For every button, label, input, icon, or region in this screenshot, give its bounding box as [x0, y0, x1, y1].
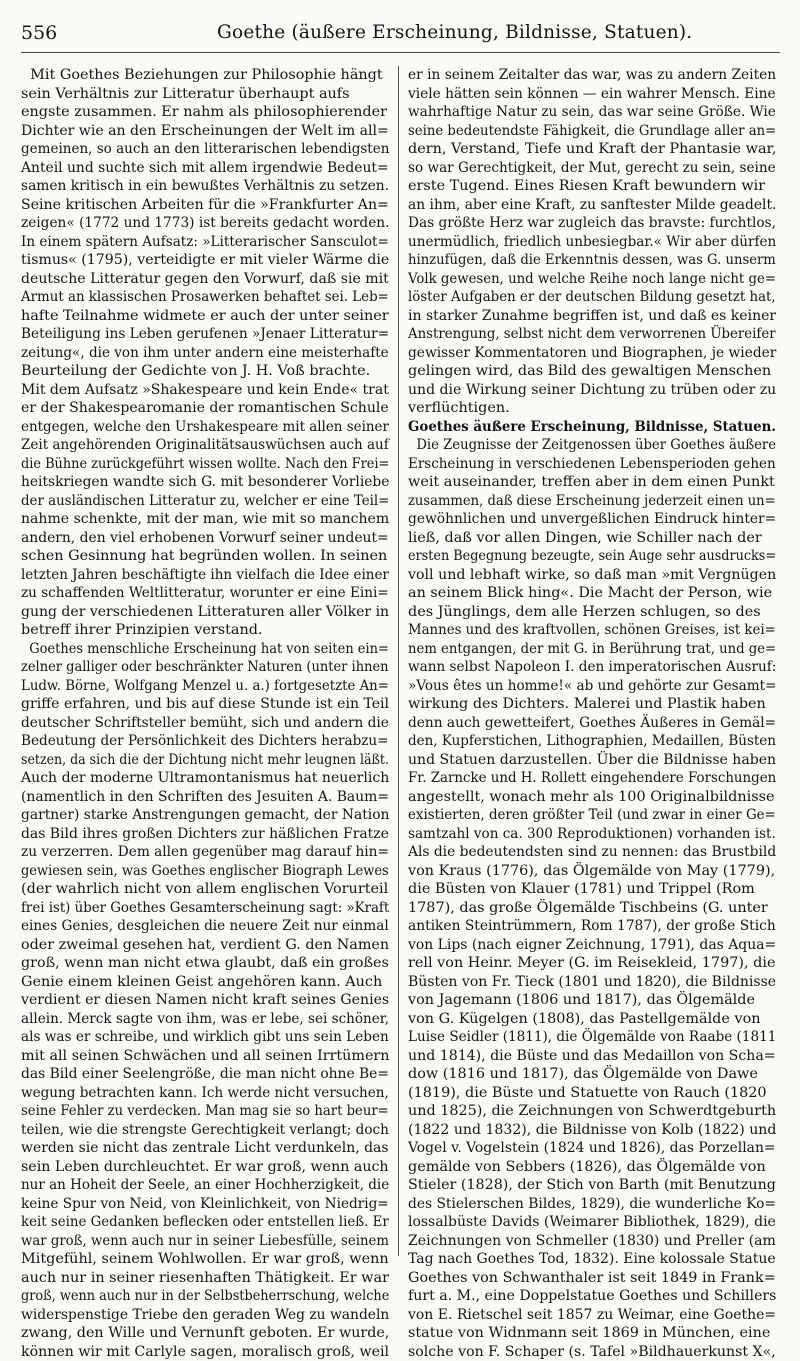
text-line: Mit dem Aufsatz »Shakespeare und kein Ende« trat — [21, 381, 379, 400]
text-line: seine Fehler zu verdecken. Man mag sie so hart beur= — [21, 1102, 359, 1121]
left-column — [21, 66, 389, 1261]
header-rule — [21, 52, 780, 53]
text-line: 1787), das große Ölgemälde Tischbeins (G. unter — [408, 899, 776, 918]
text-line: frei ist) über Goethes Gesamterscheinung sagt: »Kraft — [21, 899, 362, 918]
text-line: Die Zeugnisse der Zeitgenossen über Goethes äußere — [408, 436, 745, 455]
text-line: und 1825), die Zeichnungen von Schwerdtgeburth — [408, 1102, 775, 1121]
text-line: Beurteilung der Gedichte von J. H. Voß brachte. — [21, 362, 389, 381]
text-line: Goethes menschliche Erscheinung hat von seiten ein= — [21, 640, 353, 659]
text-line: zeigen« (1772 und 1773) ist bereits gedacht worden. — [21, 214, 371, 233]
text-line: verdient er diesen Namen nicht kraft seines Genies — [21, 991, 381, 1010]
text-line: statue von Widnmann seit 1869 in München, eine — [408, 1324, 776, 1343]
text-line: zelner galliger oder beschränkter Naturen (unter ihnen — [21, 658, 354, 677]
text-line: sein Verhältnis zur Litteratur überhaupt aufs — [21, 85, 389, 104]
text-line: Erscheinung in verschiedenen Lebensperioden gehen — [408, 455, 753, 474]
text-line: Zeichnungen von Schmeller (1830) und Preller (am — [408, 1232, 768, 1251]
text-line: auch nur in seiner riesenhaften Thätigkeit. Er war — [21, 1269, 389, 1288]
text-line: nahme schenkte, mit der man, wie mit so manchem — [21, 510, 380, 529]
text-line: zwang, den Wille und Vernunft geboten. Er wurde, — [21, 1324, 387, 1343]
text-line: mit all seinen Schwächen und all seinen Irrtümern — [21, 1047, 387, 1066]
text-line: denn auch gewetteifert, Goethes Äußeres in Gemäl= — [408, 714, 759, 733]
text-line: Anstrengung, selbst nicht dem verworrenen Übereifer — [408, 325, 748, 344]
text-line: wahrhaftige Natur zu sein, das war seine Größe. Wie — [408, 103, 757, 122]
text-line: hinzufügen, daß die Erkenntnis dessen, was G. unserm — [408, 251, 745, 270]
text-line: Luise Seidler (1811), die Ölgemälde von Raabe (1811 — [408, 1028, 754, 1047]
text-line: »Vous êtes un homme!« ab und gehörte zur Gesamt= — [408, 677, 755, 696]
text-line: hafte Teilnahme widmete er auch der unter seiner — [21, 307, 389, 326]
text-line: unermüdlich, friedlich unbesiegbar.« Wir aber dürfen — [408, 233, 754, 252]
text-line: Ludw. Börne, Wolfgang Menzel u. a.) fortgesetzte An= — [21, 677, 361, 696]
text-line: zu schaffenden Weltlitteratur, worunter er eine Eini= — [21, 584, 368, 603]
text-line: weit auseinander, treffen aber in dem einen Punkt — [408, 473, 776, 492]
page-number: 556 — [21, 22, 57, 44]
text-line: nur an Hoheit der Seele, an einer Hochherzigkeit, die — [21, 1176, 366, 1195]
text-line: ließ, daß vor allen Dingen, wie Schiller nach der — [408, 529, 776, 548]
text-line: letzten Jahren beschäftigte ihn vielfach die Idee einer — [21, 566, 366, 585]
text-line: Armut an klassischen Prosawerken behaftet sei. Leb= — [21, 288, 363, 307]
text-line: (1822 und 1832), die Bildnisse von Kolb (1822) und — [408, 1121, 768, 1140]
text-line: und die Wirkung seiner Dichtung zu trüben oder zu — [408, 381, 767, 400]
text-line: nem entgangen, der mit G. in Berührung trat, und ge= — [408, 640, 746, 659]
text-line: griffe erfahren, und bis auf diese Stunde ist ein Teil — [21, 695, 380, 714]
text-line: Tag nach Goethes Tod, 1832). Eine kolossale Statue — [408, 1250, 765, 1269]
text-line: gemeinen, so auch an den litterarischen lebendigsten — [21, 140, 366, 159]
text-line: betreff ihrer Prinzipien verstand. — [21, 621, 389, 640]
text-line: groß, wenn man nicht etwa glaubt, daß ein großes — [21, 954, 387, 973]
text-line: keine Spur von Neid, von Kleinlichkeit, von Niedrig= — [21, 1195, 369, 1214]
text-line: sein Leben durchleuchtet. Er war groß, wenn auch — [21, 1158, 384, 1177]
text-line: schen Gesinnung hat begründen wollen. In seinen — [21, 547, 389, 566]
text-line: so war Gerechtigkeit, der Mut, gerecht zu sein, seine — [408, 159, 755, 178]
text-line: von Kraus (1776), das Ölgemälde von May (1779), — [408, 862, 776, 881]
text-line: (der wahrlich nicht von allem englischen Vorurteil — [21, 880, 389, 899]
text-line: gartner) starke Anstrengungen gemacht, der Nation — [21, 806, 375, 825]
text-line: zu verzerren. Dem allen gegenüber mag darauf hin= — [21, 843, 371, 862]
text-line: furt a. M., eine Doppelstatue Goethes und Schillers — [408, 1287, 769, 1306]
text-line: Dichter wie an den Erscheinungen der Welt im all= — [21, 122, 380, 141]
text-line: Goethes von Schwanthaler ist seit 1849 in Frank= — [408, 1269, 775, 1288]
text-line: Mitgefühl, seinem Wohlwollen. Er war groß, wenn — [21, 1250, 389, 1269]
text-line: den, Kupferstichen, Lithographien, Medaillen, Büsten — [408, 732, 753, 751]
text-line: können wir mit Carlyle sagen, moralisch groß, weil — [21, 1343, 383, 1361]
text-line: Seine kritischen Arbeiten für die »Frankfurter An= — [21, 196, 382, 215]
text-line: allein. Merck sagte von ihm, was er lebe, sei schöner, — [21, 1010, 367, 1029]
text-line: Stieler (1828), der Stich von Barth (mit Benutzung — [408, 1176, 773, 1195]
text-line: und Statuen darzustellen. Über die Bildnisse haben — [408, 751, 767, 770]
page-header — [21, 22, 780, 62]
text-columns — [21, 66, 780, 1266]
text-line: Mannes und des kraftvollen, schönen Greises, ist kei= — [408, 621, 748, 640]
text-line: keit seine Gedanken beflecken oder entstellen ließ. Er — [21, 1213, 362, 1232]
text-line: zeitung«, die von ihm unter andern eine meisterhafte — [21, 344, 367, 363]
text-line: (1819), die Büste und Statuette von Rauch (1820 — [408, 1084, 776, 1103]
text-line: gung der verschiedenen Litteraturen aller Völker in — [21, 603, 379, 622]
text-line: gewöhnlichen und unvergeßlichen Eindruck hinter= — [408, 510, 761, 529]
text-line: in starker Zunahme begriffen ist, und daß es keiner — [408, 307, 766, 326]
right-column-lower-text — [408, 436, 776, 1361]
text-line: deutscher Schriftsteller bemüht, sich und andern die — [21, 714, 370, 733]
text-line: groß, wenn auch nur in der Selbstbeherrschung, welche — [21, 1287, 350, 1306]
text-line: samen kritisch in ein bewußtes Verhältnis zu setzen. — [21, 177, 374, 196]
text-line: dern, Verstand, Tiefe und Kraft der Phantasie war, — [408, 140, 776, 159]
column-divider — [398, 66, 399, 1256]
text-line: des Stielerschen Bildes, 1829), die wunderliche Ko= — [408, 1195, 761, 1214]
text-line: angestellt, wonach mehr als 100 Originalbildnisse — [408, 788, 776, 807]
text-line: deutsche Litteratur gegen den Vorwurf, daß sie mit — [21, 270, 381, 289]
text-line: an ihm, aber eine Kraft, zu sanftester Milde geadelt. — [408, 196, 762, 215]
right-column-upper-text — [408, 66, 776, 418]
text-line: gelingen wird, das Bild des gewaltigen Menschen — [408, 362, 776, 381]
text-line: Zeit angehörenden Originalitätsauswüchsen auch auf — [21, 436, 366, 455]
running-head: Goethe (äußere Erscheinung, Bildnisse, Statuen). — [217, 22, 692, 43]
text-line: gewisser Kommentatoren und Biographen, je wieder — [408, 344, 760, 363]
text-line: des Jünglings, dem alle Herzen schlugen, so des — [408, 603, 776, 622]
text-line: setzen, da sich die der Dichtung nicht mehr leugnen läßt. — [21, 751, 343, 770]
section-heading: Goethes äußere Erscheinung, Bildnisse, Statuen. — [408, 418, 772, 437]
text-line: existierten, deren größter Teil (und zwar in einer Ge= — [408, 806, 750, 825]
text-line: an seinem Blick hing«. Die Macht der Person, wie — [408, 584, 776, 603]
text-line: teilen, wie die strengste Gerechtigkeit verlangt; doch — [21, 1121, 367, 1140]
text-line: viele hätten sein können — ein wahrer Mensch. Eine — [408, 85, 759, 104]
text-line: von G. Kügelgen (1808), das Pastellgemälde von — [408, 1010, 776, 1029]
text-line: engste zusammen. Er nahm als philosophierender — [21, 103, 389, 122]
text-line: ersten Begegnung bezeugte, sein Auge sehr ausdrucks= — [408, 547, 735, 566]
text-line: lossalbüste Davids (Weimarer Bibliothek, 1829), die — [408, 1213, 765, 1232]
text-line: solche von F. Schaper (s. Tafel »Bildhauerkunst X«, — [408, 1343, 769, 1361]
text-line: oder zweimal gesehen hat, verdient G. den Namen — [21, 936, 387, 955]
text-line: heitskriegen wandte sich G. mit besonderer Vorliebe — [21, 473, 374, 492]
text-line: antiken Steintrümmern, Rom 1787), der große Stich — [408, 917, 761, 936]
text-line: Als die bedeutendsten sind zu nennen: das Brustbild — [408, 843, 761, 862]
text-line: Auch der moderne Ultramontanismus hat neuerlich — [21, 769, 380, 788]
text-line: löster Aufgaben er der deutschen Bildung gesetzt hat, — [408, 288, 749, 307]
text-line: er der Shakespearomanie der romantischen Schule — [21, 399, 381, 418]
text-line: als was er schreibe, und wirklich gibt uns sein Leben — [21, 1028, 369, 1047]
right-column — [408, 66, 776, 1261]
text-line: voll und lebhaft wirke, so daß man »mit Vergnügen — [408, 566, 770, 585]
text-line: entgegen, welche den Urshakespeare mit allen seiner — [21, 418, 365, 437]
text-line: rell von Heinr. Meyer (G. im Reisekleid, 1797), die — [408, 954, 776, 973]
text-line: Anteil und suchte sich mit allem irgendwie Bedeut= — [21, 159, 376, 178]
text-line: die Büsten von Klauer (1781) und Trippel (Rom — [408, 880, 776, 899]
text-line: der ausländischen Litteratur zu, welcher er eine Teil= — [21, 492, 363, 511]
text-line: wirkung des Dichters. Malerei und Plastik haben — [408, 695, 776, 714]
text-line: dow (1816 und 1817), das Ölgemälde von Dawe — [408, 1065, 776, 1084]
text-line: er in seinem Zeitalter das war, was zu andern Zeiten — [408, 66, 760, 85]
text-line: seine bedeutendste Fähigkeit, die Grundlage aller an= — [408, 122, 747, 141]
text-line: Volk gewesen, und welche Reihe noch lange nicht ge= — [408, 270, 747, 289]
text-line: erste Tugend. Eines Riesen Kraft bewundern wir — [408, 177, 776, 196]
text-line: werden sie nicht das zentrale Licht verdunkeln, das — [21, 1139, 378, 1158]
text-line: Vogel v. Vogelstein (1824 und 1826), das Porzellan= — [408, 1139, 763, 1158]
text-line: war groß, wenn auch nur in seiner Liebesfülle, seinem — [21, 1232, 360, 1251]
text-line: Das größte Herz war zugleich das bravste: furchtlos, — [408, 214, 758, 233]
text-line: das Bild einer Seelengröße, die man nicht ohne Be= — [21, 1065, 375, 1084]
text-line: Mit Goethes Beziehungen zur Philosophie hängt — [21, 66, 389, 85]
text-line: eines Genies, desgleichen die neuere Zeit nur einmal — [21, 917, 369, 936]
text-line: verflüchtigen. — [408, 399, 776, 418]
text-line: tismus« (1795), verteidigte er mit vieler Wärme die — [21, 251, 382, 270]
text-line: (namentlich in den Schriften des Jesuiten A. Baum= — [21, 788, 376, 807]
text-line: andern, den viel erhobenen Vorwurf seiner undeut= — [21, 529, 376, 548]
text-line: widerspenstige Triebe den geraden Weg zu wandeln — [21, 1306, 375, 1325]
text-line: Bedeutung der Persönlichkeit des Dichters herabzu= — [21, 732, 368, 751]
text-line: Genie einem kleinen Geist angehören kann. Auch — [21, 973, 389, 992]
text-line: Fr. Zarncke und H. Rollett eingehendere Forschungen — [408, 769, 750, 788]
text-line: von E. Rietschel seit 1857 zu Weimar, eine Goethe= — [408, 1306, 765, 1325]
text-line: Beteiligung ins Leben gerufenen »Jenaer Litteratur= — [21, 325, 370, 344]
text-line: die Bühne zurückgeführt wissen wollte. Nach den Frei= — [21, 455, 350, 474]
text-line: das Bild ihres großen Dichters zur häßlichen Fratze — [21, 825, 377, 844]
text-line: von Jagemann (1806 und 1817), das Ölgemälde — [408, 991, 776, 1010]
text-line: von Lips (nach eigner Zeichnung, 1791), das Aqua= — [408, 936, 764, 955]
text-line: Büsten von Fr. Tieck (1801 und 1820), die Bildnisse — [408, 973, 766, 992]
text-line: wann selbst Napoleon I. den imperatorischen Ausruf: — [408, 658, 755, 677]
text-line: gemälde von Sebbers (1826), das Ölgemälde von — [408, 1158, 776, 1177]
text-line: In einem spätern Aufsatz: »Litterarischer Sansculot= — [21, 233, 367, 252]
text-line: wegung betrachten kann. Ich werde nicht versuchen, — [21, 1084, 367, 1103]
text-line: samtzahl von ca. 300 Reproduktionen) vorhanden ist. — [408, 825, 754, 844]
text-line: gewiesen sein, was Goethes englischer Biograph Lewes — [21, 862, 353, 881]
text-line: und 1814), die Büste und das Medaillon von Scha= — [408, 1047, 769, 1066]
text-line: zusammen, daß diese Erscheinung jederzeit einen un= — [408, 492, 744, 511]
